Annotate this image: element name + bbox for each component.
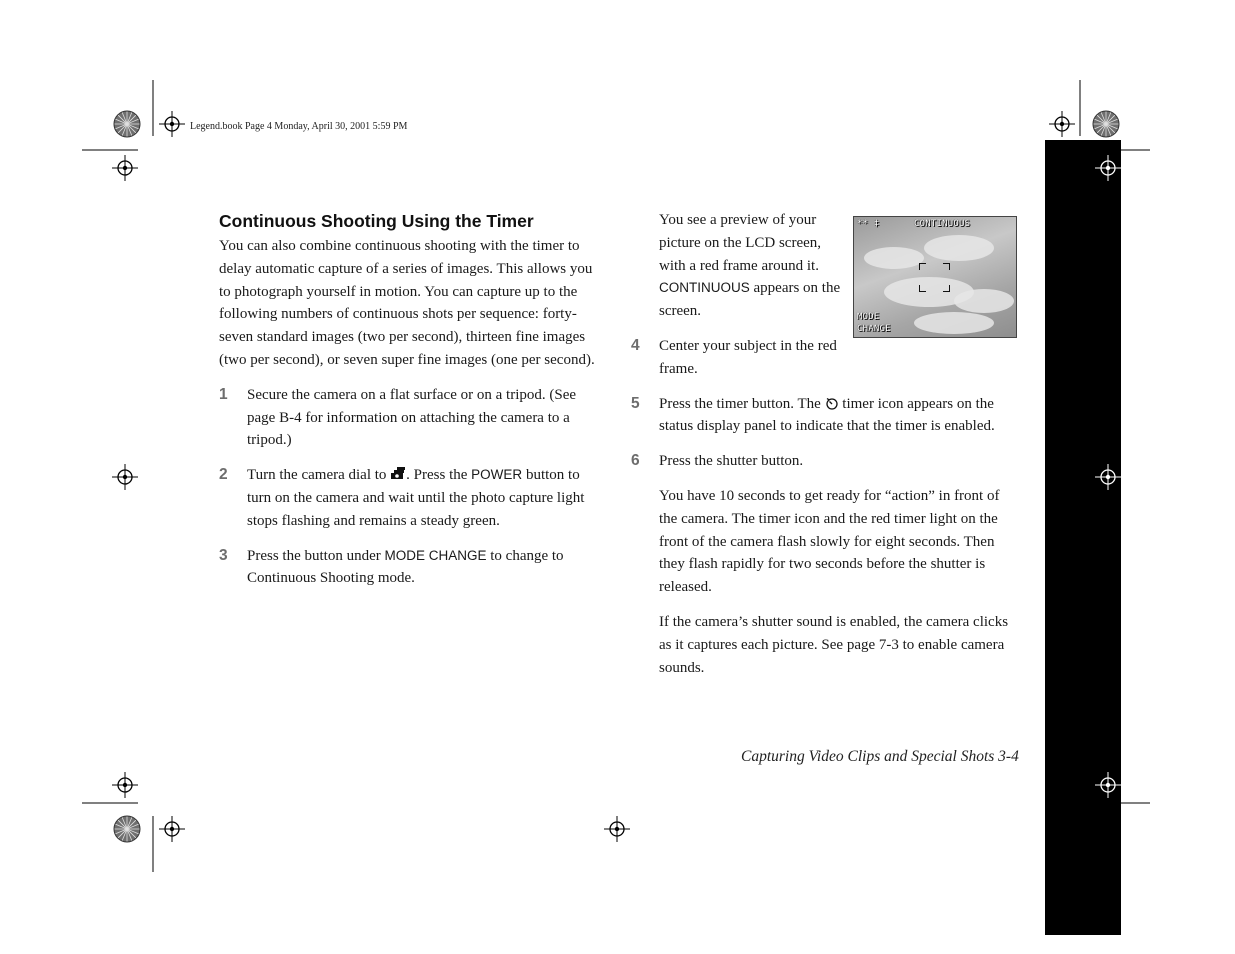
- step-number: 6: [631, 452, 640, 470]
- step-number: 1: [219, 385, 228, 403]
- step-number: 4: [631, 336, 640, 354]
- step-text: Center your subject in the red frame.: [659, 337, 837, 377]
- lcd-screen-image: [853, 216, 1017, 338]
- step-6: [631, 450, 1021, 473]
- step-number: 3: [219, 546, 228, 564]
- lcd-continuous-label: CONTINUOUS: [914, 219, 971, 229]
- lcd-change-label: CHANGE: [857, 324, 891, 334]
- continuous-mode-icon: [390, 467, 406, 480]
- mode-change-key-label: MODE CHANGE: [384, 547, 487, 563]
- continuous-key-label: CONTINUOUS: [659, 280, 750, 296]
- left-column: [219, 209, 604, 590]
- print-slug: Legend.book Page 4 Monday, April 30, 2001 5:59 PM: [190, 121, 408, 132]
- lcd-mode-label: MODE: [857, 312, 880, 322]
- preview-paragraph: You see a preview of your picture on the LCD screen, with a red frame around it. CONTINUOUS appears on the screen.: [659, 212, 841, 320]
- section-heading: Continuous Shooting Using the Timer: [219, 211, 534, 231]
- lcd-status-icons: ** ‡: [857, 219, 880, 229]
- step-text: Press the shutter button.: [659, 453, 804, 470]
- registration-marks-on-tab: [1045, 140, 1121, 840]
- step-4: [631, 335, 1021, 381]
- step-1: [219, 384, 604, 452]
- intro-paragraph: You can also combine continuous shooting with the timer to delay automatic capture of a series of images. This allows you to photograph yourself in motion. You can capture up to the following numbers of continuous shots per sequence: forty-seven standard images (two per second), thirteen fine images (two per second), or seven super fine images (one per second).: [219, 238, 595, 368]
- page-footer: Capturing Video Clips and Special Shots 3-4: [741, 748, 1019, 765]
- step-number: 2: [219, 466, 228, 484]
- step-5: 5 Press the timer button. The timer icon appears on the status display panel to indicate that the timer is enabled.: [631, 394, 995, 435]
- step-number: 5: [631, 394, 640, 412]
- timer-icon: [825, 396, 839, 410]
- right-column: [631, 209, 1021, 679]
- countdown-paragraph: You have 10 seconds to get ready for “action” in front of the camera. The timer icon and the red timer light on the front of the camera flash slowly for eight seconds. Then they flash rapidly for two seconds before the shutter is released.: [659, 487, 1000, 596]
- step-text: Secure the camera on a flat surface or on a tripod. (See page B-4 for information on attaching the camera to a tripod.): [247, 386, 577, 449]
- shutter-sound-paragraph: If the camera’s shutter sound is enabled, the camera clicks as it captures each picture. See page 7-3 to enable camera sounds.: [659, 613, 1009, 676]
- step-2: 2 Turn the camera dial to . Press the POWER button to turn on the camera and wait until the photo capture light stops flashing and remains a steady green.: [219, 466, 585, 529]
- power-key-label: POWER: [471, 467, 523, 483]
- step-3: 3 Press the button under MODE CHANGE to change to Continuous Shooting mode.: [219, 546, 564, 587]
